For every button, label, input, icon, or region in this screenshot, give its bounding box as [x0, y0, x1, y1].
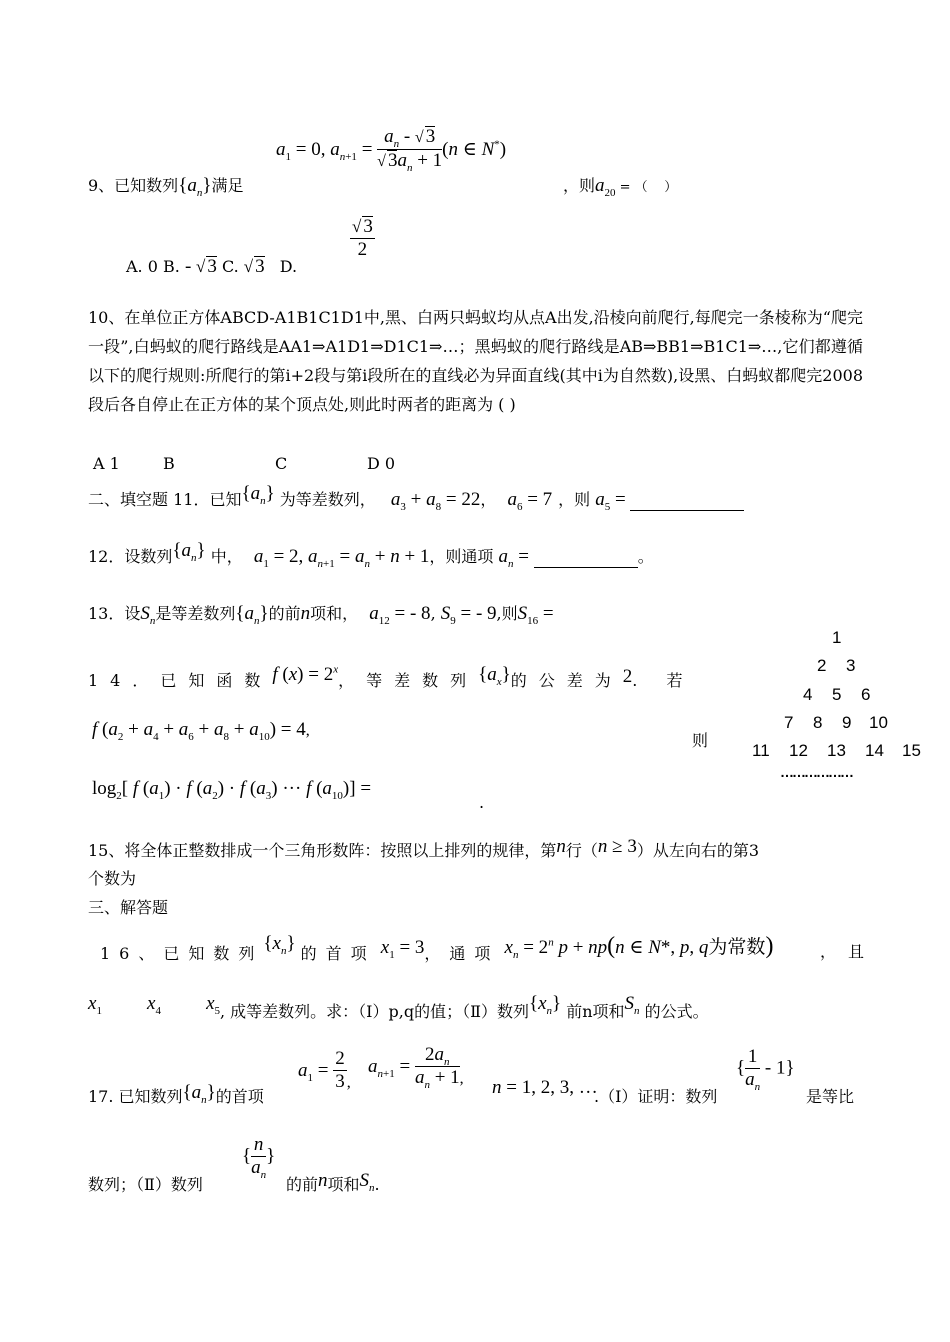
q15-cond: n ≥ 3 — [597, 836, 637, 857]
triangle-cell: 11 — [752, 741, 770, 760]
q12-in: 中， — [210, 547, 243, 566]
q17-line2 — [88, 1175, 203, 1195]
q13-is-sum: 是等差数列 — [155, 604, 236, 623]
q16-x1: $x_1$ — [88, 993, 102, 1017]
q16-x5: $x_5$ — [206, 993, 220, 1017]
q14-line1 — [88, 663, 695, 691]
q17-cond1: $a_1$ = $\frac{2}{3}$ , — [298, 1048, 351, 1092]
q9-option-a: A. 0 — [126, 257, 158, 276]
triangle-cell: 10 — [869, 713, 888, 732]
triangle-cell: 3 — [846, 656, 856, 675]
q9-option-b: B. - √ 3 — [163, 256, 217, 277]
triangle-cell: 9 — [842, 713, 852, 732]
q15-n: n — [556, 836, 566, 857]
q16-line2: $x_1$ $x_4$ $x_5$, 成等差数列。求：（Ⅰ）p,q的值；（Ⅱ）数列$\{x_n\}$ 前n项和$S_n$ 的公式。 — [88, 993, 709, 1021]
q12-then: ，则通项 — [429, 547, 494, 566]
q12-seq: $\{a_n\}$ — [172, 540, 206, 564]
q11-line: 二、填空题 11．已知$\{a_n\}$ 为等差数列， $a_3 + a_8 = 22$， $a_6 = 7$ ，则 $a_5$ = — [88, 490, 744, 511]
q15-line2: 个数为 — [88, 869, 137, 888]
q14-then: 则 — [692, 731, 709, 750]
q14-d: 2 — [622, 666, 633, 687]
triangle-cell: 1 — [832, 628, 842, 647]
q11-is-arith: 为等差数列， — [279, 490, 376, 509]
q15-line1 — [88, 836, 760, 861]
q14-if: . 若 — [632, 671, 695, 690]
q13-cond1: $a_{12}$ = - 8 — [369, 603, 431, 627]
q14-diff: 的公差为 — [510, 671, 623, 690]
q16-x4: $x_4$ — [147, 993, 161, 1017]
q9-then: ，则 — [563, 176, 596, 195]
q17-seq-c: { $\frac{n}{a_n}$ } — [242, 1134, 276, 1181]
q14-func: f $(x) = 2^x$ — [272, 663, 339, 685]
q14-target: $\log_2$[ f $(a_1) \cdot f$ $(a_2) \cdot f$ $(a_3)$ ··· f $(a_{10})$] = — [92, 778, 372, 802]
q13-seq: $\{a_n\}$ — [235, 603, 269, 627]
q17-line2-tail — [286, 1170, 380, 1195]
q17-seq: $\{a_n\}$ — [182, 1082, 216, 1106]
triangle-cell: 14 — [865, 741, 884, 760]
q12-label: 12．设数列 — [88, 547, 173, 566]
q15-text-a: 15、将全体正整数排成一个三角形数阵：按照以上排列的规律，第 — [88, 841, 557, 860]
q11-cond2: $a_6 = 7$ — [507, 489, 553, 513]
q11-seq: $\{a_n\}$ — [241, 483, 275, 507]
q13-sn: $S_n$ — [140, 603, 156, 627]
triangle-dots: ……………… — [780, 764, 852, 780]
q12-target: $a_n$ = — [498, 546, 534, 570]
q17-end: . — [374, 1175, 380, 1194]
q9-target: $a_{20}$ — [595, 175, 616, 199]
q17-line1 — [88, 1082, 264, 1107]
q17-first: 的前 — [286, 1175, 319, 1194]
q16-line1 — [100, 933, 863, 964]
q16-sn: $S_n$ — [624, 993, 640, 1017]
q17-cond2: $a_{n+1}$ = $\frac{2a_n}{a_n + 1}$ , — [368, 1044, 464, 1091]
q17-n: n — [318, 1170, 328, 1191]
q17-first-term: 的首项 — [215, 1087, 264, 1106]
q16-text: 成等差数列。求：（Ⅰ）p,q的值；（Ⅱ）数列 — [230, 1002, 529, 1021]
q10-option-b: B — [163, 454, 175, 473]
q10-text: 10、在单位正方体ABCD-A1B1C1D1中,黑、白两只蚂蚁均从点A出发,沿棱向前爬行,每爬完一条棱称为“爬完一段”,白蚂蚁的爬行路线是AA1⇒A1D1⇒D1C1⇒…；黑蚂蚁的爬行路线是AB⇒BB1⇒B1C1⇒…,它们都遵循以下的爬行规则:所爬行的第i+2段与第i段所在的直线必为异面直线(其中i为自然数),设黑、白蚂蚁都爬完2008段后各自停止在正方体的某个顶点处,则此时两者的距离为 ( ) — [88, 308, 863, 414]
q12-line — [88, 540, 654, 570]
q11-answer-blank[interactable] — [630, 490, 744, 511]
q9-condition: $a_1 = 0$, $a_{n+1}$ = $\frac{a_n - √ 3}{√ 3a_n + 1}$ (n ∈ N*) — [276, 126, 507, 174]
q9-options — [126, 256, 297, 277]
q11-section: 二、填空题 11．已知 — [88, 490, 242, 509]
q10-options — [93, 454, 395, 474]
triangle-cell: 7 — [784, 713, 794, 732]
q10-option-c: C — [275, 454, 288, 473]
q16-cond1: $x_1 = 3$ — [380, 937, 425, 961]
q14-cond: f $(a_2 + a_4 + a_6 + a_8 + a_{10}) = 4$, — [92, 719, 310, 743]
q16-text3: 的公式。 — [644, 1002, 709, 1021]
q13-n: n — [300, 603, 311, 624]
triangle-cell: 2 — [817, 656, 827, 675]
q11-target: $a_5$ = — [595, 489, 631, 513]
q14-period: . — [479, 793, 485, 812]
q10-option-d: D 0 — [367, 454, 396, 473]
q13-label: 13．设 — [88, 604, 141, 623]
q16-label: 16、已知数列 — [100, 944, 264, 963]
q16-first-term: 的首项 — [300, 944, 376, 963]
q16-and: ，且 — [820, 942, 877, 961]
triangle-cell: 12 — [789, 741, 808, 760]
q17-seq-b: { $\frac{1}{a_n}$ - 1} — [736, 1046, 795, 1093]
q17-sn: $S_n$ — [359, 1170, 375, 1194]
q16-text2: 前n项和 — [566, 1002, 625, 1021]
q17-part1: .（Ⅰ）证明：数列 — [594, 1087, 718, 1106]
q9-seq: $\{a_n\}$ — [178, 175, 212, 199]
q12-answer-blank[interactable] — [534, 547, 638, 568]
triangle-cell: 4 — [803, 685, 813, 704]
q9-satisfy: 满足 — [211, 176, 244, 195]
q9-label: 9、已知数列 — [88, 176, 179, 195]
q13-target: $S_{16}$ = — [517, 603, 554, 627]
q9-option-c: C. √ 3 — [221, 256, 265, 277]
q15-text-b-1: ）从左向右的第3 — [636, 841, 760, 860]
q13-then: ,则 — [496, 604, 518, 623]
q16-seq2: $\{x_n\}$ — [528, 993, 562, 1017]
q17-sum-of: 项和 — [327, 1175, 360, 1194]
q12-end: 。 — [637, 547, 654, 566]
q9-option-d-frac: $\frac{√ 3}{2}$ — [352, 216, 373, 260]
q15-paren-open: 行（ — [565, 841, 598, 860]
q17-seq-cont: 数列；（Ⅱ）数列 — [88, 1175, 203, 1194]
q13-line: 13．设$S_n$是等差数列$\{a_n\}$的前n项和， $a_{12}$ = - 8, $S_9$ = - 9,则$S_{16}$ = — [88, 603, 554, 627]
q13-sum-of: 项和， — [310, 604, 359, 623]
q10-option-a: A 1 — [93, 454, 120, 473]
q14-seq: $\{a_x\}$ — [478, 664, 511, 688]
section3-title: 三、解答题 — [88, 898, 169, 917]
q16-formula: $x_n = 2^n$ p + np(n ∈ N*, p, q为常数) — [504, 933, 774, 961]
q16-general: ，通项 — [424, 944, 500, 963]
q9-stem — [88, 175, 244, 199]
q14-label: 14．已知函数 — [88, 671, 273, 690]
q17-label: 17. 已知数列 — [88, 1087, 183, 1106]
triangle-cell: 8 — [813, 713, 823, 732]
triangle-cell: 13 — [827, 741, 846, 760]
triangle-cell: 5 — [832, 685, 842, 704]
q11-cond1: $a_3 + a_8 = 22$ — [390, 489, 481, 513]
triangle-cell: 15 — [902, 741, 921, 760]
q13-cond2: $S_9$ = - 9 — [440, 603, 497, 627]
q13-first: 的前 — [268, 604, 301, 623]
triangle-cell: 6 — [861, 685, 871, 704]
q12-cond: $a_1 = 2$, $a_{n+1} = a_n + n + 1$ — [253, 546, 430, 570]
q9-option-d: D. — [279, 257, 298, 276]
q14-arith: ，等差数列 — [338, 671, 479, 690]
q9-tail: ，则$a_{20}$ = （ ） — [563, 175, 678, 199]
q11-then: ，则 — [558, 490, 591, 509]
q17-is-geo: 是等比 — [806, 1087, 855, 1106]
q17-range: n = 1, 2, 3, … — [492, 1077, 598, 1098]
q16-seq: $\{x_n\}$ — [263, 933, 296, 957]
